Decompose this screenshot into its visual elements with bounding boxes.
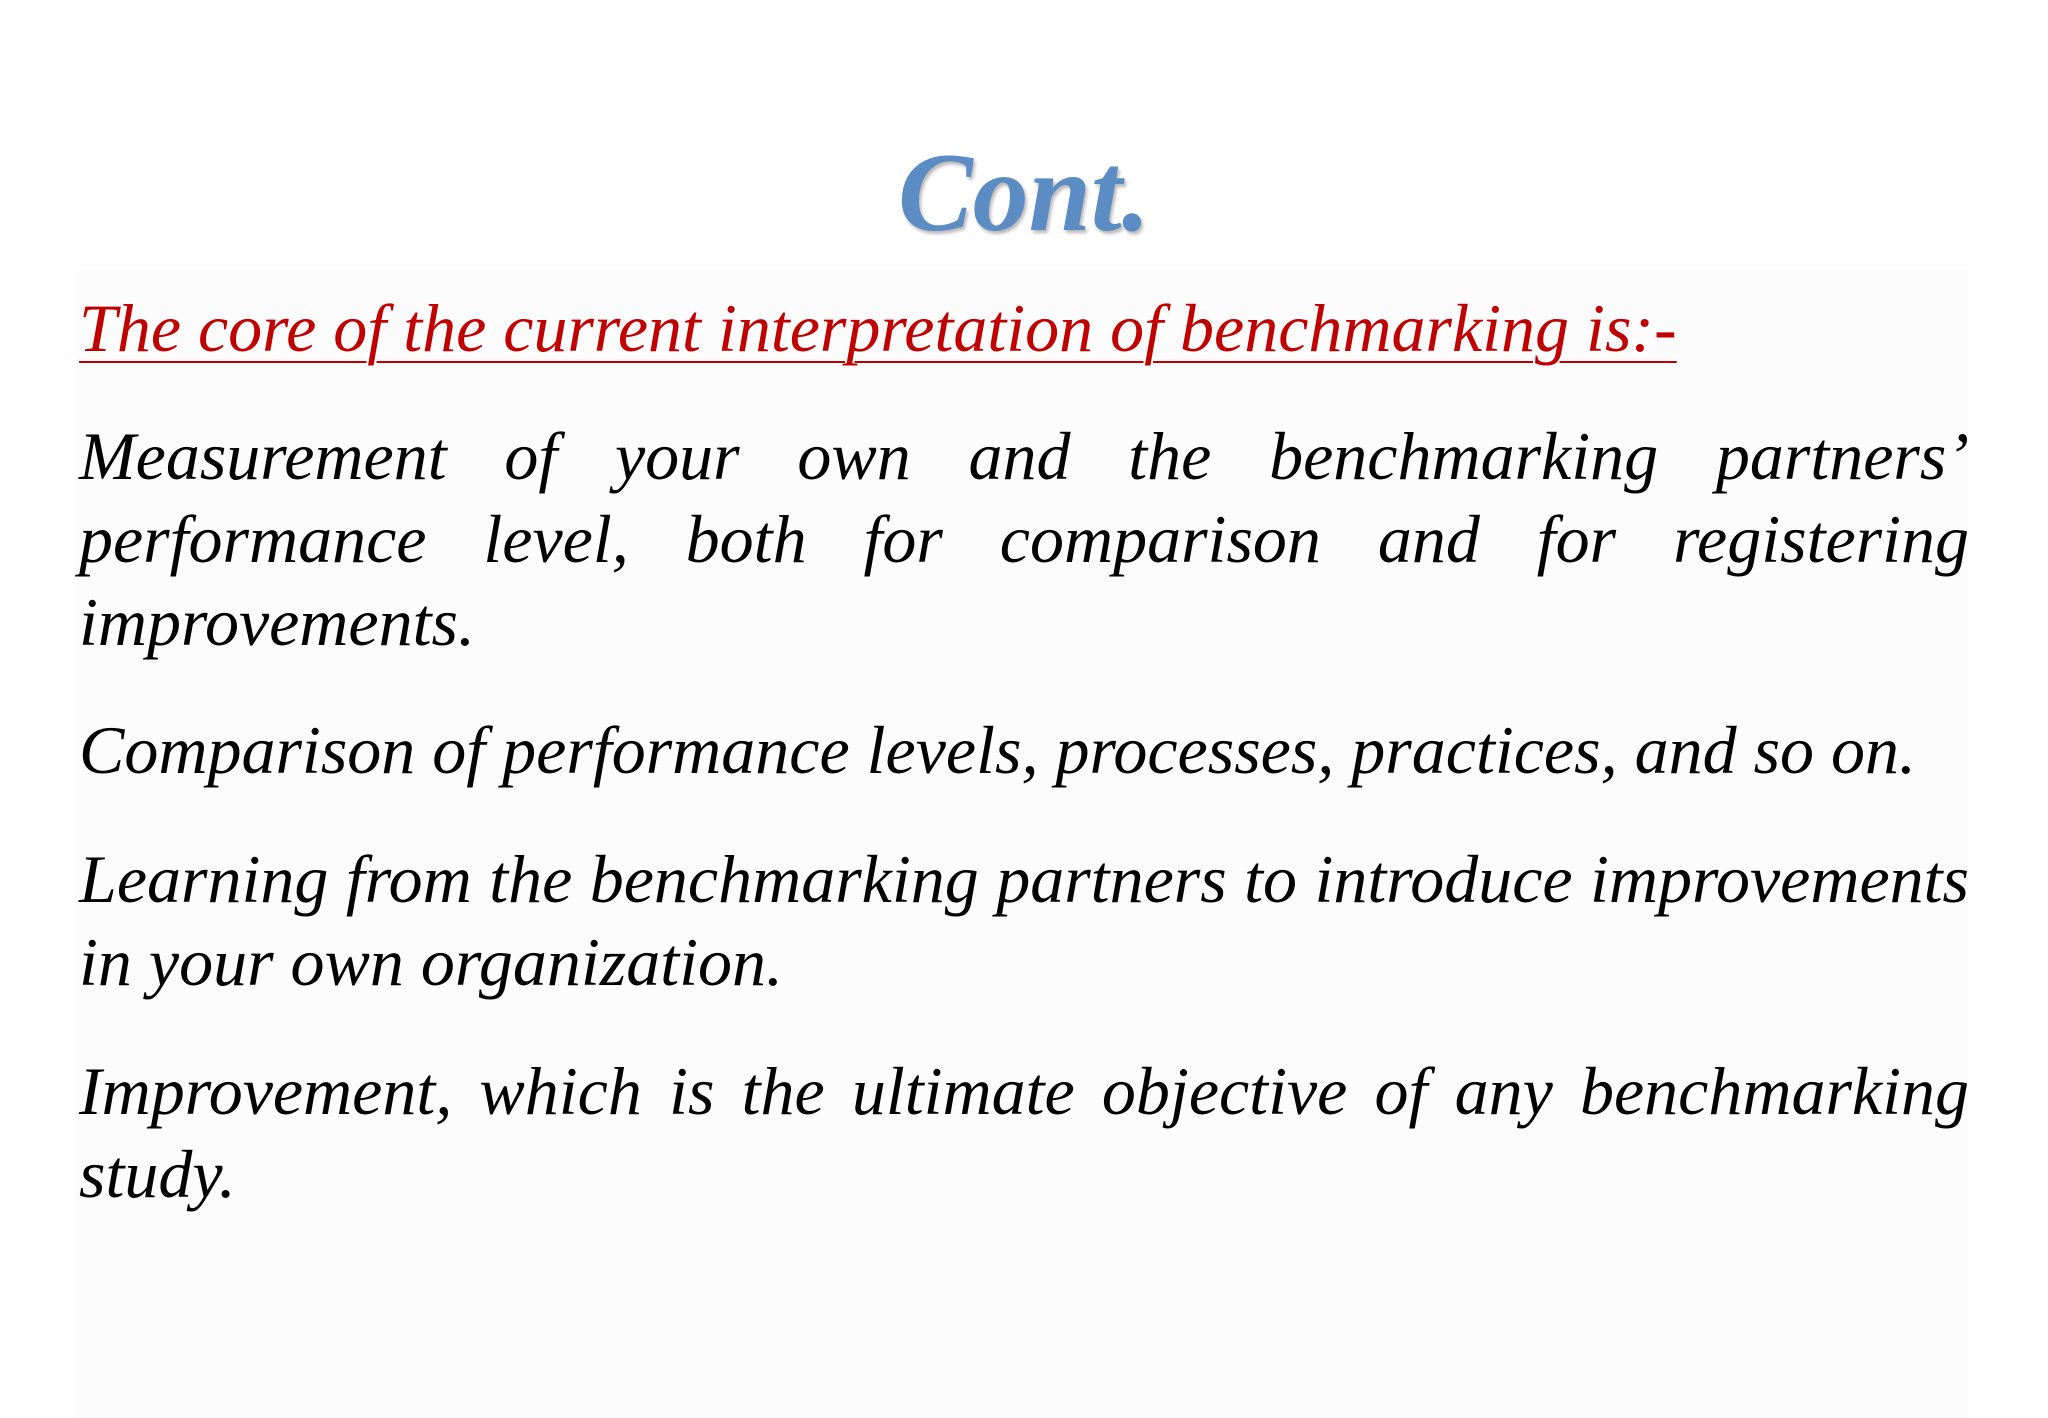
point-measurement: Measurement of your own and the benchmarking partners’ performance level, both for comparison and for registering improvements. [79, 418, 1969, 660]
point-comparison: Comparison of performance levels, processes, practices, and so on. [79, 712, 1917, 788]
point-learning: Learning from the benchmarking partners to introduce improvements in your own organization. [79, 841, 1969, 1000]
point-improvement: Improvement, which is the ultimate objective of any benchmarking study. [79, 1053, 1969, 1212]
slide-title: Cont. [897, 131, 1151, 255]
slide-subtitle: The core of the current interpretation of benchmarking is:- [79, 290, 1677, 366]
